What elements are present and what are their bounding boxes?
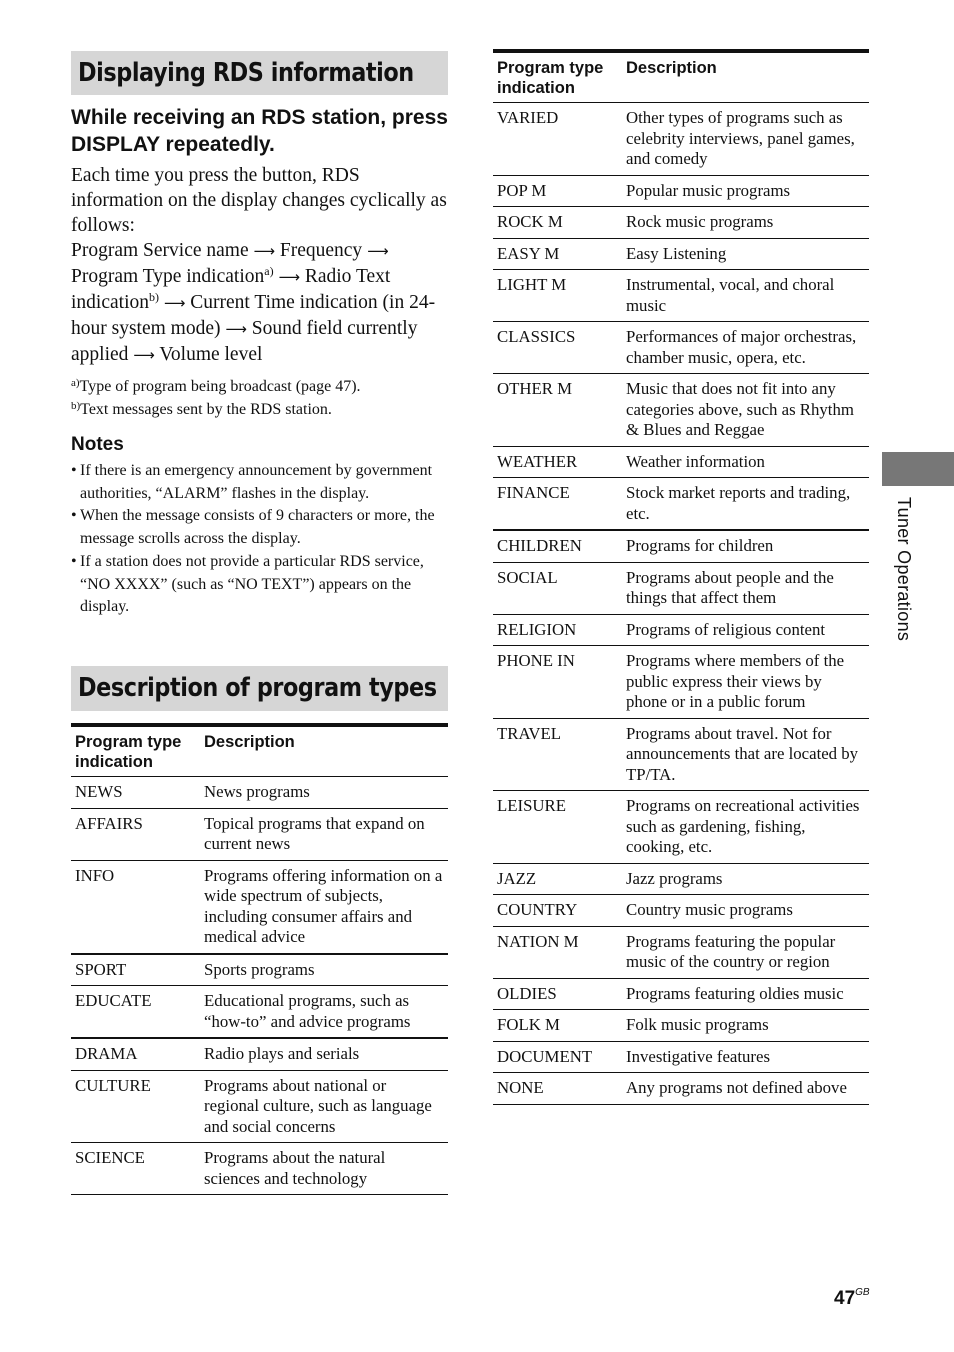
program-type-description: Programs of religious content: [622, 614, 869, 646]
program-type-description: Popular music programs: [622, 175, 869, 207]
program-type-code: PHONE IN: [493, 646, 622, 719]
program-type-code: FOLK M: [493, 1010, 622, 1042]
program-type-code: NEWS: [71, 777, 200, 809]
column-header-program-type: Program type indication: [71, 725, 200, 777]
table-row: [493, 1010, 869, 1042]
footnote-b-mark: b): [71, 400, 81, 412]
table-row: [493, 1073, 869, 1105]
program-type-code: OLDIES: [493, 978, 622, 1010]
program-type-description: Programs about travel. Not for announcements that are located by TP/TA.: [622, 718, 869, 791]
arrow-right-icon: ⟶: [278, 268, 300, 286]
program-type-description: Sports programs: [200, 954, 448, 986]
note-item: • If a station does not provide a particular RDS service, “NO XXXX” (such as “NO TEXT”) appears on the display.: [71, 551, 449, 619]
program-type-code: DOCUMENT: [493, 1041, 622, 1073]
note-item: • If there is an emergency announcement by government authorities, “ALARM” flashes in the display.: [71, 460, 449, 505]
table-row: [493, 103, 869, 176]
program-type-code: FINANCE: [493, 478, 622, 531]
page-number-suffix: GB: [855, 1287, 870, 1298]
table-row: [493, 926, 869, 978]
program-type-description: Programs featuring the popular music of the country or region: [622, 926, 869, 978]
program-type-description: Programs where members of the public express their views by phone or in a public forum: [622, 646, 869, 719]
display-sequence: [71, 238, 451, 368]
section-heading-program-types: [71, 666, 448, 711]
program-type-code: JAZZ: [493, 863, 622, 895]
chapter-tab-label: [893, 497, 915, 672]
table-row: [493, 374, 869, 447]
footnote-mark-b: b): [148, 290, 159, 304]
table-row: [493, 895, 869, 927]
chapter-tab-label-text: Tuner Operations: [894, 497, 914, 642]
arrow-right-icon: ⟶: [367, 242, 389, 260]
table-row: [493, 270, 869, 322]
program-type-description: Instrumental, vocal, and choral music: [622, 270, 869, 322]
program-type-code: ROCK M: [493, 207, 622, 239]
notes-list: [71, 460, 449, 619]
program-type-description: Programs about people and the things that affect them: [622, 562, 869, 614]
table-row: [71, 1038, 448, 1070]
program-type-code: NATION M: [493, 926, 622, 978]
program-type-code: WEATHER: [493, 446, 622, 478]
program-type-code: TRAVEL: [493, 718, 622, 791]
program-type-code: EASY M: [493, 238, 622, 270]
column-header-program-type: Program type indication: [493, 51, 622, 103]
arrow-right-icon: ⟶: [253, 242, 275, 260]
section-title-program-types: Description of program types: [78, 673, 437, 703]
table-row: [71, 954, 448, 986]
column-header-description: Description: [200, 725, 448, 777]
program-type-code: SCIENCE: [71, 1143, 200, 1195]
program-type-code: RELIGION: [493, 614, 622, 646]
footnote-a-mark: a): [71, 377, 80, 389]
seq-program-type: Program Type indication: [71, 266, 265, 287]
program-type-code: AFFAIRS: [71, 808, 200, 860]
table-row: [493, 718, 869, 791]
table-row: [493, 646, 869, 719]
program-type-code: COUNTRY: [493, 895, 622, 927]
program-type-description: Programs offering information on a wide spectrum of subjects, including consumer affairs and medical advice: [200, 860, 448, 954]
intro-paragraph: Each time you press the button, RDS information on the display changes cyclically as follows:: [71, 165, 447, 236]
seq-volume-level: Volume level: [159, 344, 263, 365]
table-row: [71, 1143, 448, 1195]
program-type-description: Rock music programs: [622, 207, 869, 239]
program-type-description: Country music programs: [622, 895, 869, 927]
seq-frequency: Frequency: [279, 240, 363, 261]
program-type-description: Investigative features: [622, 1041, 869, 1073]
table-row: [71, 986, 448, 1039]
program-type-description: Educational programs, such as “how-to” and advice programs: [200, 986, 448, 1039]
program-type-code: NONE: [493, 1073, 622, 1105]
program-type-description: Other types of programs such as celebrity interviews, panel games, and comedy: [622, 103, 869, 176]
table-row: [493, 1041, 869, 1073]
program-type-code: CLASSICS: [493, 322, 622, 374]
rds-body-text: [71, 163, 451, 368]
program-type-description: Weather information: [622, 446, 869, 478]
program-type-code: DRAMA: [71, 1038, 200, 1070]
program-type-description: Folk music programs: [622, 1010, 869, 1042]
notes-title: Notes: [71, 434, 124, 455]
program-type-code: INFO: [71, 860, 200, 954]
program-type-description: Programs for children: [622, 530, 869, 562]
footnote-a-text: Type of program being broadcast (page 47).: [79, 378, 361, 395]
program-type-description: Stock market reports and trading, etc.: [622, 478, 869, 531]
page-number-value: 47: [834, 1288, 856, 1309]
program-type-code: EDUCATE: [71, 986, 200, 1039]
program-type-description: Programs on recreational activities such as gardening, fishing, cooking, etc.: [622, 791, 869, 864]
footnote-b-text: Text messages sent by the RDS station.: [80, 401, 332, 418]
program-type-code: SPORT: [71, 954, 200, 986]
table-header-row: [493, 51, 869, 103]
program-type-description: Programs about national or regional culture, such as language and social concerns: [200, 1070, 448, 1143]
footnotes: [71, 375, 451, 421]
arrow-right-icon: ⟶: [225, 320, 247, 338]
program-types-table-right: [493, 49, 869, 1105]
footnote-a: [71, 375, 451, 398]
program-type-description: Topical programs that expand on current news: [200, 808, 448, 860]
table-row: [71, 1070, 448, 1143]
program-type-description: Easy Listening: [622, 238, 869, 270]
table-row: [71, 777, 448, 809]
instruction-heading: While receiving an RDS station, press DISPLAY repeatedly.: [71, 106, 448, 156]
column-header-description: Description: [622, 51, 869, 103]
table-row: [493, 863, 869, 895]
table-row: [493, 530, 869, 562]
page-number: [834, 1282, 870, 1310]
table-row: [493, 322, 869, 374]
seq-program-service-name: Program Service name: [71, 240, 249, 261]
table-header-row: [71, 725, 448, 777]
table-row: [71, 860, 448, 954]
program-type-description: Performances of major orchestras, chamber music, opera, etc.: [622, 322, 869, 374]
program-type-description: Programs about the natural sciences and technology: [200, 1143, 448, 1195]
program-types-table-left: [71, 723, 448, 1195]
arrow-right-icon: ⟶: [163, 294, 186, 312]
table-row: [71, 808, 448, 860]
program-type-code: CULTURE: [71, 1070, 200, 1143]
table-row: [493, 207, 869, 239]
table-row: [493, 446, 869, 478]
program-type-description: Programs featuring oldies music: [622, 978, 869, 1010]
program-type-code: OTHER M: [493, 374, 622, 447]
table-row: [493, 175, 869, 207]
arrow-right-icon: ⟶: [133, 346, 155, 364]
seq-radio-text: Radio Text indication: [71, 266, 391, 313]
footnote-b: [71, 398, 451, 421]
section-title-rds: Displaying RDS information: [78, 58, 414, 88]
table-row: [493, 478, 869, 531]
program-type-code: SOCIAL: [493, 562, 622, 614]
program-type-code: LEISURE: [493, 791, 622, 864]
seq-sound-field: Sound field currently applied: [71, 318, 418, 365]
program-type-description: Jazz programs: [622, 863, 869, 895]
section-heading-rds: [71, 51, 448, 95]
chapter-tab-marker: [882, 452, 954, 486]
program-type-description: Radio plays and serials: [200, 1038, 448, 1070]
program-type-code: VARIED: [493, 103, 622, 176]
program-type-description: News programs: [200, 777, 448, 809]
table-row: [493, 614, 869, 646]
footnote-mark-a: a): [264, 264, 274, 278]
program-type-code: POP M: [493, 175, 622, 207]
table-row: [493, 562, 869, 614]
table-row: [493, 791, 869, 864]
table-row: [493, 978, 869, 1010]
program-type-code: CHILDREN: [493, 530, 622, 562]
seq-current-time: Current Time indication (in 24-hour system mode): [71, 292, 436, 339]
program-type-code: LIGHT M: [493, 270, 622, 322]
table-row: [493, 238, 869, 270]
program-type-description: Music that does not fit into any categories above, such as Rhythm & Blues and Reggae: [622, 374, 869, 447]
program-type-description: Any programs not defined above: [622, 1073, 869, 1105]
note-item: • When the message consists of 9 characters or more, the message scrolls across the display.: [71, 505, 449, 550]
